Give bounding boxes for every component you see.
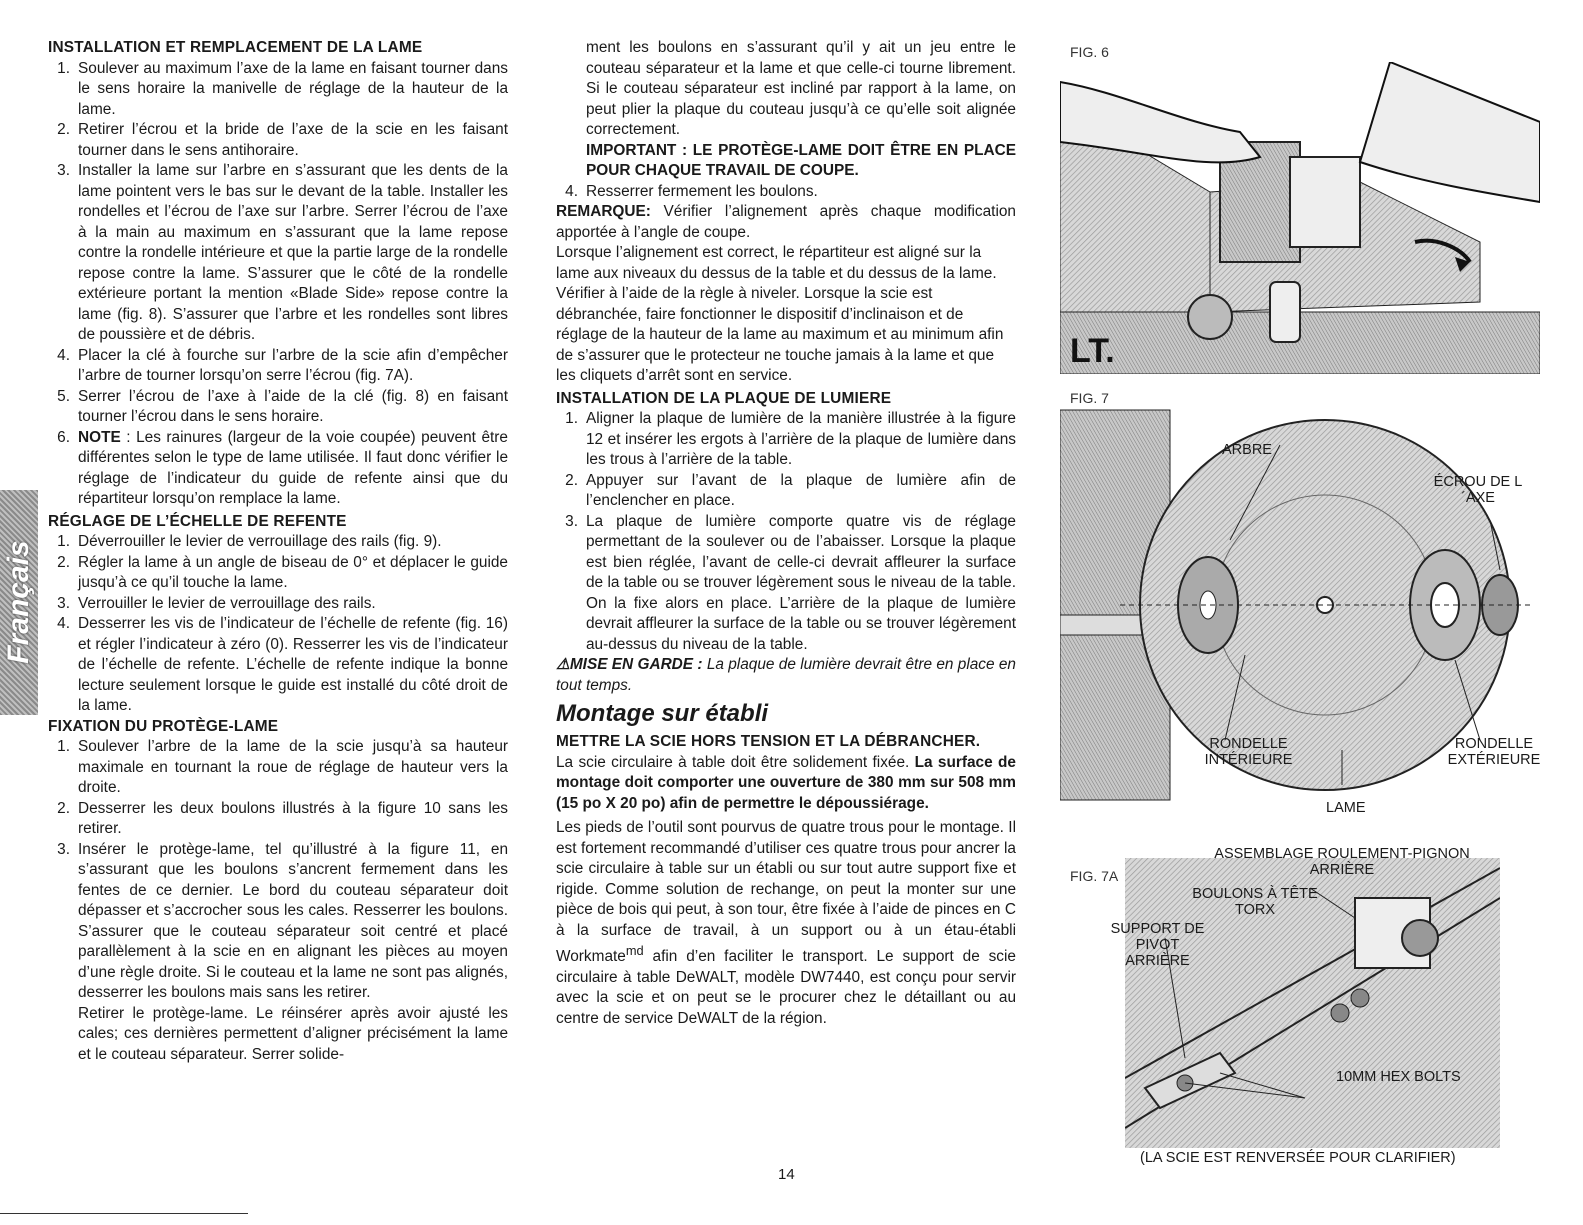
warning-icon: ⚠: [556, 656, 570, 673]
list-item: [48, 799, 508, 840]
warning-text: La plaque de lumière devrait être en place en tout temps.: [556, 656, 1016, 694]
list-item-number: 4.: [57, 346, 70, 364]
list-item-text: Desserrer les vis de l’indicateur de l’échelle de refente (fig. 16) et régler l’indicateur à zéro (0). Resserrer les vis de l’indicateur de l’échelle de refente. L’échelle de refente indique la bonne lecture seulement lorsque le guide est installé du côté droit de la lame.: [78, 615, 508, 714]
list-item-text: Déverrouiller le levier de verrouillage des rails (fig. 9).: [78, 533, 442, 550]
page-number: 14: [778, 1166, 795, 1183]
bench-paragraph: [556, 753, 1016, 815]
heading-unplug: METTRE LA SCIE HORS TENSION ET LA DÉBRANCHER.: [556, 733, 981, 750]
language-side-tab: [0, 490, 38, 715]
warning-label: MISE EN GARDE :: [569, 656, 703, 673]
list-item-number: 1.: [57, 59, 70, 77]
note-text: : Les rainures (largeur de la voie coupée) peuvent être différentes selon le type de lame utilisée. Il faut donc vérifier le réglage de l’indicateur du guide de refente ainsi que du répartiteur lorsqu’on remplace la lame.: [78, 428, 508, 507]
step4-text: Resserrer fermement les boulons.: [586, 182, 818, 200]
list-throat-plate: [556, 409, 1016, 655]
list-item-text: Retirer l’écrou et la bride de l’axe de la scie en les faisant tourner dans le sens antihoraire.: [78, 121, 508, 159]
fig6-label: FIG. 6: [1070, 44, 1109, 60]
label-hex-bolts: 10MM HEX BOLTS: [1336, 1069, 1461, 1085]
list-item-number: 4.: [57, 615, 70, 632]
list-item-text: Aligner la plaque de lumière de la manière illustrée à la figure 12 et insérer les ergots à l’arrière de la plaque de lumière dans les trous à l’arrière de la table.: [586, 410, 1016, 468]
list-item-number: 3.: [57, 840, 70, 858]
list-item-number: 2.: [57, 799, 70, 817]
list-guard: [48, 737, 508, 1004]
list-item: [556, 471, 1016, 512]
label-rondelle-interieure: RONDELLE INTÉRIEURE: [1204, 736, 1293, 768]
label-support-pivot: SUPPORT DE PIVOT ARRIÈRE: [1110, 921, 1205, 969]
list-item-text: Insérer le protège-lame, tel qu’illustré à la figure 11, en s’assurant que les boulons s’ancrent fermement dans les fentes de ce dernier. Le bord du couteau séparateur doit dépasser et s’accrocher sous les cales. Resserrer les boulons. S’assurer que le couteau séparateur soit centré et placé parallèlement à la scie en en alignant les pièces au moyen d’une règle droite. Si le couteau et la lame ne sont pas alignés, desserrer les boulons mais sans les retirer.: [78, 840, 508, 1001]
list-item-text: La plaque de lumière comporte quatre vis de réglage permettant de la soulever ou de l’abaisser. Lorsque la plaque est bien réglée, l’avant de celle-ci devrait affleurer la surface de la table ou se trouver légèrement sous le niveau de la table. On la fixe alors en place. L’arrière de la plaque de lumière devrait affleurer la surface de la table ou se trouver légèrement au-dessus du niveau de la table.: [586, 512, 1016, 653]
list-item: [48, 161, 508, 346]
label-arbre: ARBRE: [1222, 442, 1272, 458]
list-item-number: 3.: [565, 512, 578, 530]
list-item: [48, 594, 508, 615]
remark-label: REMARQUE:: [556, 203, 651, 220]
list-item-number: 1.: [57, 533, 70, 550]
list-item-number: 2.: [565, 471, 578, 489]
label-lame: LAME: [1326, 800, 1366, 816]
list-step4: [556, 182, 1016, 203]
feet-text: Les pieds de l’outil sont pourvus de quatre trous pour le montage. Il est fortement recommandé d’utiliser ces quatre trous pour ancrer la scie circulaire à table sur un établi ou sur tout autre support fixe et rigide. Comme solution de rechange, on peut la monter sur une pièce de bois qui peut, à son tour, être fixée à l’aide de pinces en C à la surface de travail, à un support ou à un étau-établi Workmate: [556, 819, 1016, 966]
label-rondelle-exterieure: RONDELLE EXTÉRIEURE: [1447, 736, 1541, 768]
fig7-label: FIG. 7: [1070, 390, 1109, 406]
remark-paragraph: [556, 202, 1016, 243]
list-rip-scale: [48, 532, 508, 717]
list-item-text: Verrouiller le levier de verrouillage des rails.: [78, 594, 376, 612]
list-item-number: 2.: [57, 121, 70, 138]
list-item-note: [48, 428, 508, 510]
list-item-text: Desserrer les deux boulons illustrés à la figure 10 sans les retirer.: [78, 799, 508, 837]
list-item-number: 5.: [57, 387, 70, 405]
feet-text-2: afin d’en faciliter le transport. Le support de scie circulaire à table DeWALT, modèle DW7440, est conçu pour servir avec la scie et on peut se le procurer chez le détaillant ou au centre de service DeWALT de la région.: [556, 948, 1016, 1027]
alignment-paragraph: Lorsque l’alignement est correct, le répartiteur est aligné sur la lame aux niveaux du dessus de la table et du dessus de la lame. Vérifier à l’aide de la règle à niveler. Lorsque la scie est débranchée, faire fonctionner le dispositif d’inclinaison et de réglage de la hauteur de la lame au maximum et au minimum afin de s’assurer que le protecteur ne touche jamais à la lame et que les cliquets d’arrêt sont en service.: [556, 244, 1004, 384]
column-2: [556, 38, 1016, 1029]
list-item-text: Appuyer sur l’avant de la plaque de lumière afin de l’enclencher en place.: [586, 471, 1016, 509]
list-item-number: 2.: [57, 553, 70, 571]
list-item: [48, 553, 508, 594]
list-item: [48, 387, 508, 428]
list-item: [48, 840, 508, 1004]
heading-throat-plate: INSTALLATION DE LA PLAQUE DE LUMIERE: [556, 389, 892, 407]
list-item-text: Régler la lame à un angle de biseau de 0° et déplacer le guide jusqu’à ce qu’il touche la lame.: [78, 553, 508, 591]
bench-bold-text: La surface de montage doit comporter une ouverture de 380 mm sur 508 mm (15 po X 20 po) afin de permettre le dépoussiérage.: [556, 753, 1016, 812]
list-item: [48, 614, 508, 717]
list-item: [48, 737, 508, 799]
feet-paragraph: [556, 818, 1016, 1029]
list-item-text: Installer la lame sur l’arbre en s’assurant que les dents de la lame pointent vers le bas sur le devant de la table. Installer les rondelles et l’écrou de l’axe sur l’arbre. Serrer l’écrou de l’axe à la main au maximum en s’assurant que la lame repose contre la rondelle intérieure et que la partie large de la rondelle repose contre la lame. S’assurer que le côté de la rondelle extérieure portant la mention «Blade Side» repose contre la lame (fig. 8). S’assurer que l’arbre et les rondelles sont libres de poussière et de débris.: [78, 162, 508, 343]
guard-paragraph: Retirer le protège-lame. Le réinsérer après avoir ajusté les cales; ces dernières permettent d’aligner précisément la lame et le couteau séparateur. Serrer solide-: [78, 1004, 508, 1063]
list-item: [556, 512, 1016, 656]
svg-text:LT.: LT.: [1070, 332, 1115, 370]
section-title-bench-mount: Montage sur établi: [556, 700, 769, 727]
heading-blade-install: INSTALLATION ET REMPLACEMENT DE LA LAME: [48, 39, 423, 56]
fig7a-label: FIG. 7A: [1070, 868, 1119, 884]
trademark-sup: md: [625, 943, 644, 958]
footer-rule: [0, 1213, 248, 1214]
list-item-text: Serrer l’écrou de l’axe à l’aide de la clé (fig. 8) en faisant tourner l’écrou dans le sens horaire.: [78, 387, 508, 425]
list-item: [556, 409, 1016, 471]
fig6-illustration: [1060, 62, 1540, 374]
remark-text: Vérifier l’alignement après chaque modification apportée à l’angle de coupe.: [556, 203, 1016, 241]
heading-rip-scale: RÉGLAGE DE L’ÉCHELLE DE REFENTE: [48, 512, 347, 530]
side-tab-label: Français: [2, 540, 35, 664]
list-blade-install: [48, 59, 508, 428]
bench-text: La scie circulaire à table doit être solidement fixée.: [556, 753, 915, 771]
column-1: [48, 38, 508, 1065]
list-item-text: Soulever l’arbre de la lame de la scie jusqu’à sa hauteur maximale en tournant la roue de réglage de hauteur vers la droite.: [78, 738, 508, 796]
list-item: [48, 120, 508, 161]
list-item: [48, 59, 508, 121]
note-label: NOTE: [78, 428, 121, 446]
note-number: 6.: [57, 428, 70, 446]
label-assemblage: ASSEMBLAGE ROULEMENT-PIGNON ARRIÈRE: [1214, 846, 1470, 878]
list-item: [48, 532, 508, 553]
step4-number: 4.: [565, 182, 578, 200]
list-item-step4: [556, 182, 1016, 203]
heading-guard: FIXATION DU PROTÈGE-LAME: [48, 717, 279, 735]
label-boulons-torx: BOULONS À TÊTE TORX: [1192, 886, 1318, 918]
label-ecrou: ÉCROU DE L´AXE: [1433, 474, 1523, 506]
list-item-number: 1.: [57, 738, 70, 755]
fig7a-caption: (LA SCIE EST RENVERSÉE POUR CLARIFIER): [1140, 1150, 1456, 1166]
important-notice: IMPORTANT : LE PROTÈGE-LAME DOIT ÊTRE EN PLACE POUR CHAQUE TRAVAIL DE COUPE.: [586, 141, 1016, 179]
list-item-number: 3.: [57, 594, 70, 612]
list-note: [48, 428, 508, 510]
list-item: [48, 346, 508, 387]
list-item-number: 3.: [57, 162, 70, 179]
warning-paragraph: [556, 655, 1016, 696]
list-item-text: Placer la clé à fourche sur l’arbre de la scie afin d’empêcher l’arbre de tourner lorsqu’on serre l’écrou (fig. 7A).: [78, 346, 508, 384]
list-item-text: Soulever au maximum l’axe de la lame en faisant tourner dans le sens horaire la manivelle de réglage de la hauteur de la lame.: [78, 59, 508, 118]
list-item-number: 1.: [565, 410, 578, 427]
guard-continuation: ment les boulons en s’assurant qu’il y ait un jeu entre le couteau séparateur et la lame et que celle-ci tourne librement. Si le couteau séparateur est incliné par rapport à la lame, on peut plier la plaque du couteau jusqu’à ce qu’elle soit alignée correctement.: [586, 39, 1016, 138]
